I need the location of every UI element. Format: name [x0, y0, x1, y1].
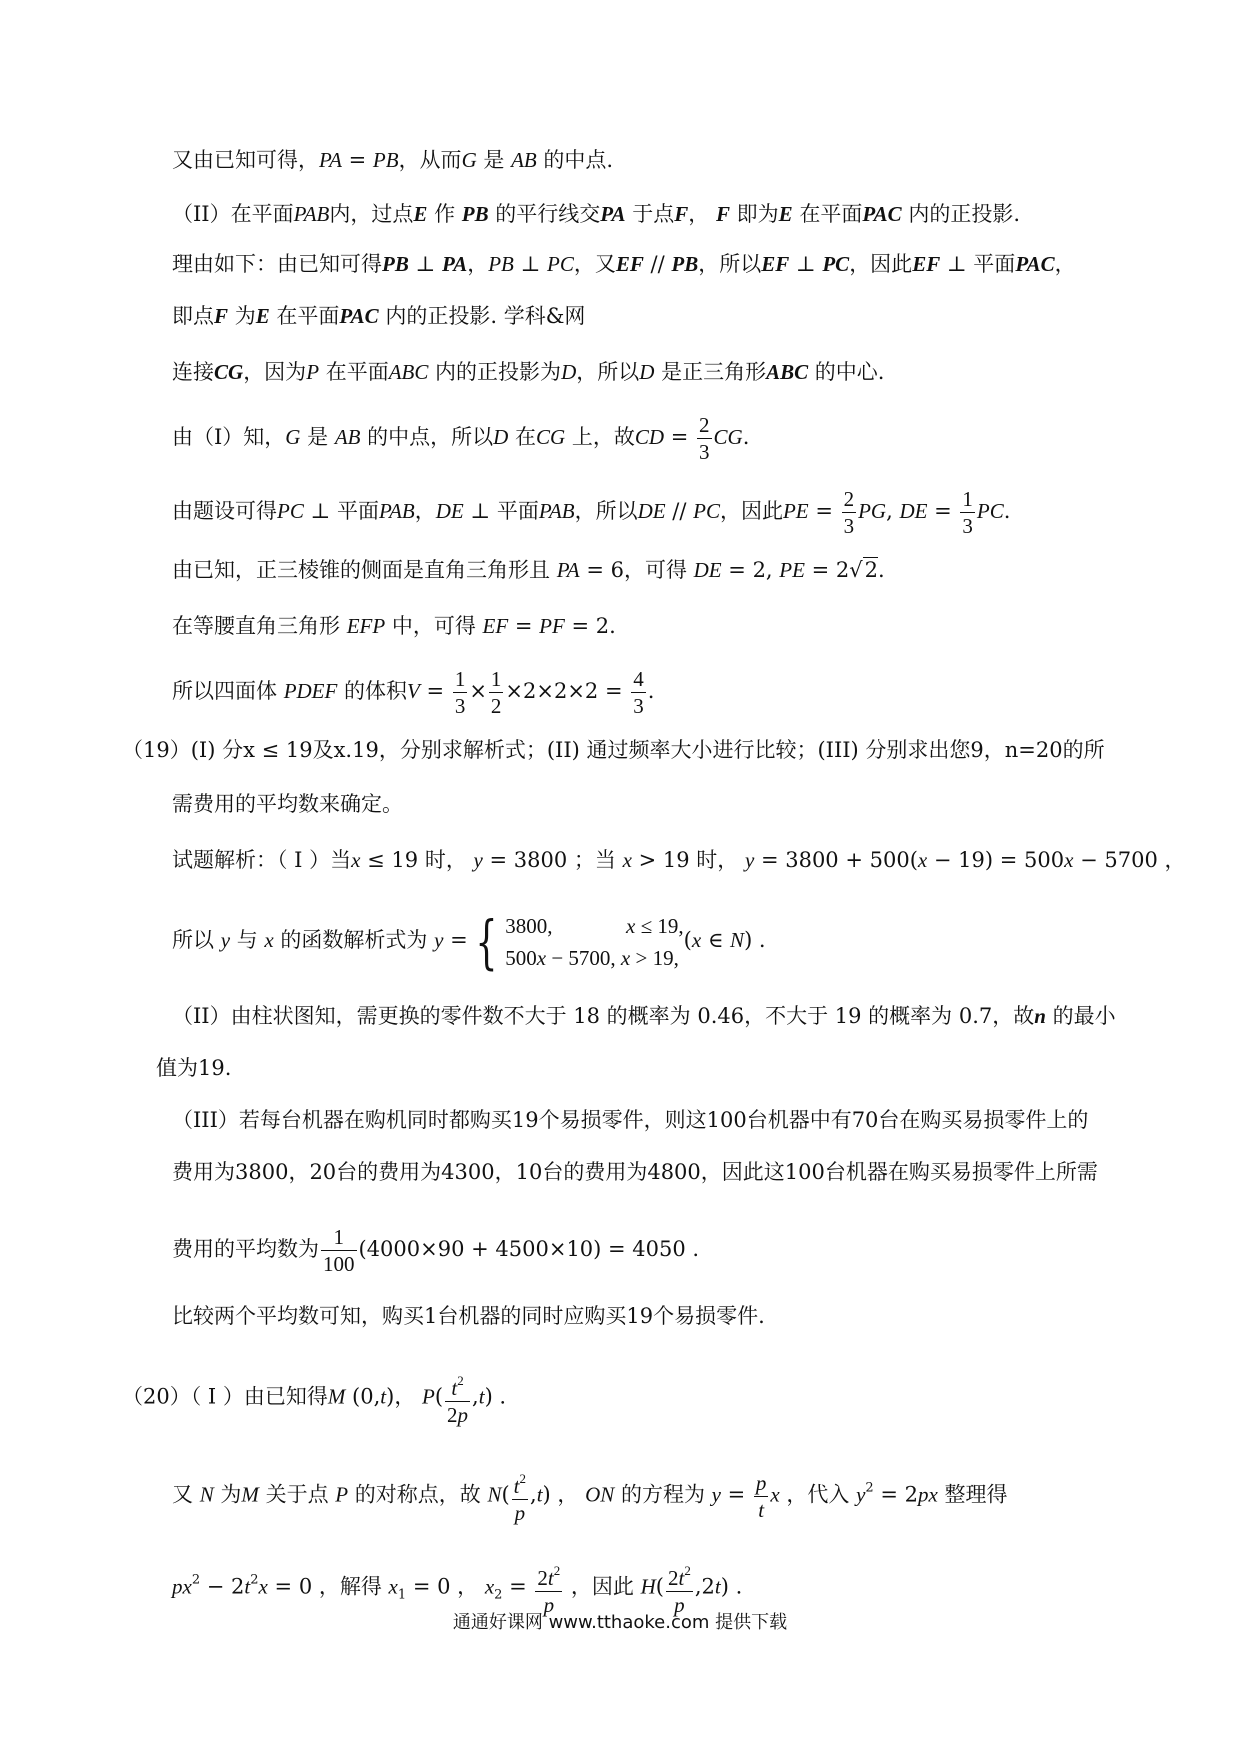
left-brace: { — [475, 907, 498, 976]
fraction-1-100: $\frac{1}{100}$ — [323, 1225, 355, 1276]
line-13: 试题解析：（ I ）当x ≤ 19 时， y = 3800 ；当 x > 19 时， y = 3800 + 500(x − 19) = 500x − 5700 ， — [172, 848, 1186, 872]
line-21: （20）（ I ）由已知得M (0,t)， P( $\frac{t^2}{2p}$ ,t) . — [122, 1368, 506, 1428]
line-9: 在等腰直角三角形 EFP 中，可得 EF = PF = 2. — [172, 614, 616, 638]
line-22: 又 N 为M 关于点 P 的对称点，故 N( $\frac{t^2}{p}$ ,t) ， ON 的方程为 y = $\frac{p}{t}$ x ，代入 $y^2 = 2px$ 整理得 — [172, 1466, 1008, 1526]
line-1: 又由已知可得，PA = PB，从而G 是 AB 的中点. — [172, 148, 614, 172]
line-2: （II）在平面PAB内，过点E 作 PB 的平行线交PA 于点F， F 即为E 在平面PAC 内的正投影. — [172, 202, 1021, 226]
line-14: 所以 y 与 x 的函数解析式为 y = { 3800, x ≤ 19, 500x − 5700, x > 19, (x ∈ N) . — [172, 907, 766, 976]
fraction-2t2-p: $\frac{2t^2}{p}$ — [666, 1558, 693, 1618]
line-7: 由题设可得PC ⊥ 平面PAB，DE ⊥ 平面PAB，所以DE // PC，因此PE = $\frac{2}{3}$ PG, DE = $\frac{1}{3}$ PC. — [172, 487, 1011, 538]
line-17: （III）若每台机器在购机同时都购买19个易损零件，则这100台机器中有70台在购买易损零件上的 — [172, 1108, 1089, 1132]
line-18: 费用为3800，20台的费用为4300，10台的费用为4800，因此这100台机器在购买易损零件上所需 — [172, 1160, 1098, 1184]
fraction-2-3: $\frac{2}{3}$ — [699, 413, 710, 464]
line-11: （19）(I) 分x ≤ 19及x.19，分别求解析式；(II) 通过频率大小进行比较；(III) 分别求出您9，n=20的所 — [122, 738, 1105, 762]
line-20: 比较两个平均数可知，购买1台机器的同时应购买19个易损零件. — [172, 1304, 765, 1328]
fraction-1-3: $\frac{1}{3}$ — [962, 487, 973, 538]
line-3: 理由如下：由已知可得PB ⊥ PA，PB ⊥ PC，又EF // PB，所以EF ⊥ PC，因此EF ⊥ 平面PAC， — [172, 252, 1076, 276]
line-15: （II）由柱状图知，需更换的零件数不大于 18 的概率为 0.46，不大于 19 的概率为 0.7，故n 的最小 — [172, 1004, 1116, 1028]
line-10: 所以四面体 PDEF 的体积V = $\frac{1}{3}$ × $\frac{1}{2}$ ×2×2×2 = $\frac{4}{3}$ . — [172, 667, 655, 718]
page-footer: 通通好课网 www.tthaoke.com 提供下载 — [452, 1612, 788, 1633]
line-19: 费用的平均数为 $\frac{1}{100}$ (4000×90 + 4500×10) = 4050 . — [172, 1225, 700, 1276]
fraction-p-t: $\frac{p}{t}$ — [755, 1470, 767, 1522]
line-8: 由已知，正三棱锥的侧面是直角三角形且 PA = 6，可得 DE = 2, PE = 2√2. — [172, 558, 885, 582]
fraction-t2-2p: $\frac{t^2}{2p}$ — [445, 1368, 470, 1428]
fraction-1-2: $\frac{1}{2}$ — [490, 667, 502, 718]
line-12: 需费用的平均数来确定。 — [172, 792, 403, 816]
piecewise-cases: 3800, x ≤ 19, 500x − 5700, x > 19, — [505, 913, 684, 970]
line-4: 即点F 为E 在平面PAC 内的正投影. 学科&网 — [172, 304, 586, 328]
line-23: $px^2 - 2t^2x = 0$ ，解得 $x_1 = 0$ ， $x_2$ = $\frac{2t^2}{p}$ ，因此 H( $\frac{2t^2}{p}$ ,2t) . — [172, 1558, 742, 1618]
line-16: 值为19. — [156, 1056, 232, 1080]
line-6: 由（I）知，G 是 AB 的中点，所以D 在CG 上，故CD = $\frac{2}{3}$ CG. — [172, 413, 750, 464]
line-5: 连接CG，因为P 在平面ABC 内的正投影为D，所以D 是正三角形ABC 的中心. — [172, 360, 885, 384]
fraction-t2-p: $\frac{t^2}{p}$ — [512, 1466, 528, 1526]
fraction-1-3: $\frac{1}{3}$ — [454, 667, 466, 718]
fraction-4-3: $\frac{4}{3}$ — [633, 667, 644, 718]
fraction-2t2-p: $\frac{2t^2}{p}$ — [535, 1558, 562, 1618]
fraction-2-3: $\frac{2}{3}$ — [843, 487, 855, 538]
